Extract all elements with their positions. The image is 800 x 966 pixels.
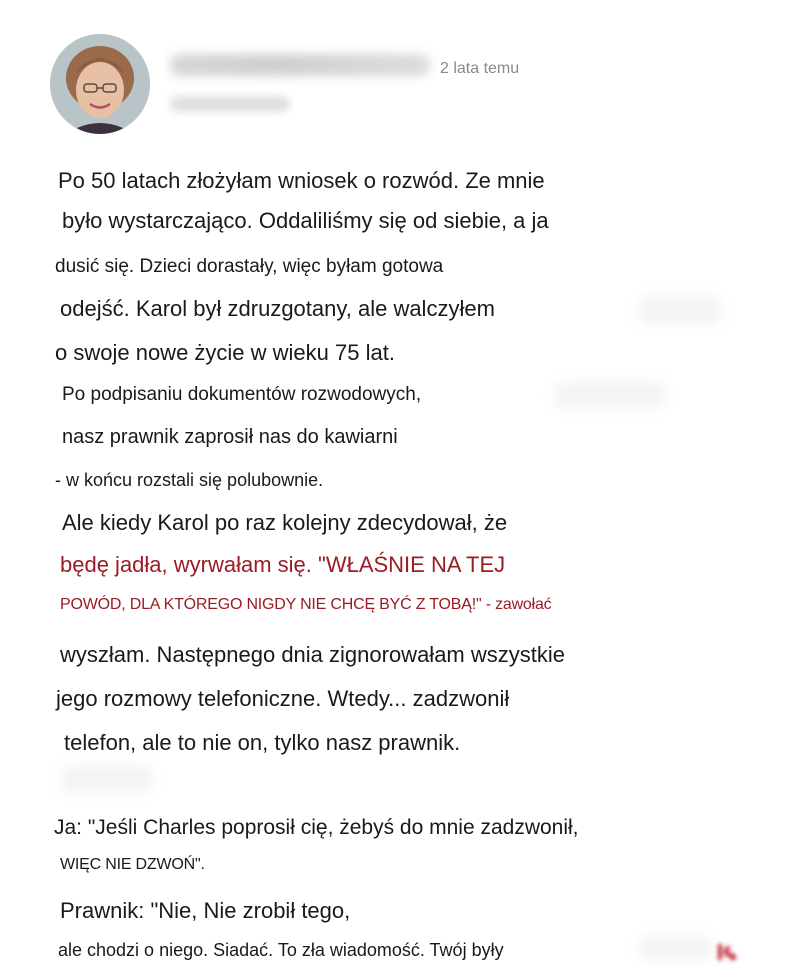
username[interactable] xyxy=(170,54,430,76)
story-line: było wystarczająco. Oddaliliśmy się od siebie, a ja xyxy=(62,208,549,233)
redaction-patch xyxy=(640,936,710,960)
story-line-highlight: będę jadła, wyrwałam się. "WŁAŚNIE NA TEJ xyxy=(60,552,506,577)
story-line: Prawnik: "Nie, Nie zrobił tego, xyxy=(60,898,351,923)
byline xyxy=(170,96,290,112)
avatar[interactable] xyxy=(50,34,150,134)
story-line: Ale kiedy Karol po raz kolejny zdecydował, że xyxy=(62,510,508,535)
story-line: Ja: "Jeśli Charles poprosił cię, żebyś do mnie zadzwonił, xyxy=(54,816,579,839)
story-line-highlight: POWÓD, DLA KTÓREGO NIGDY NIE CHCĘ BYĆ Z TOBĄ!" - zawołać xyxy=(60,596,552,613)
watermark-logo xyxy=(712,938,762,960)
avatar-photo xyxy=(50,34,150,134)
story-line: WIĘC NIE DZWOŃ". xyxy=(60,856,205,873)
redaction-patch xyxy=(62,766,152,792)
story-line: o swoje nowe życie w wieku 75 lat. xyxy=(55,340,395,365)
story-line: nasz prawnik zaprosił nas do kawiarni xyxy=(62,426,398,448)
timestamp: 2 lata temu xyxy=(440,60,520,77)
logo-mark-icon xyxy=(712,938,762,960)
story-line: telefon, ale to nie on, tylko nasz prawnik. xyxy=(64,730,461,755)
story-line: odejść. Karol był zdruzgotany, ale walczyłem xyxy=(60,296,495,321)
story-line: ale chodzi o niego. Siadać. To zła wiadomość. Twój były xyxy=(58,940,504,960)
story-line: - w końcu rozstali się polubownie. xyxy=(55,470,324,490)
story-line: Po podpisaniu dokumentów rozwodowych, xyxy=(62,384,422,405)
story-line: dusić się. Dzieci dorastały, więc byłam gotowa xyxy=(55,256,444,277)
story-line: jego rozmowy telefoniczne. Wtedy... zadzwonił xyxy=(56,686,510,711)
story-line: wyszłam. Następnego dnia zignorowałam wszystkie xyxy=(60,642,565,667)
redaction-patch xyxy=(640,296,720,324)
story-line: Po 50 latach złożyłam wniosek o rozwód. Ze mnie xyxy=(58,168,545,193)
redaction-patch xyxy=(555,382,665,408)
comment-header xyxy=(0,0,800,150)
